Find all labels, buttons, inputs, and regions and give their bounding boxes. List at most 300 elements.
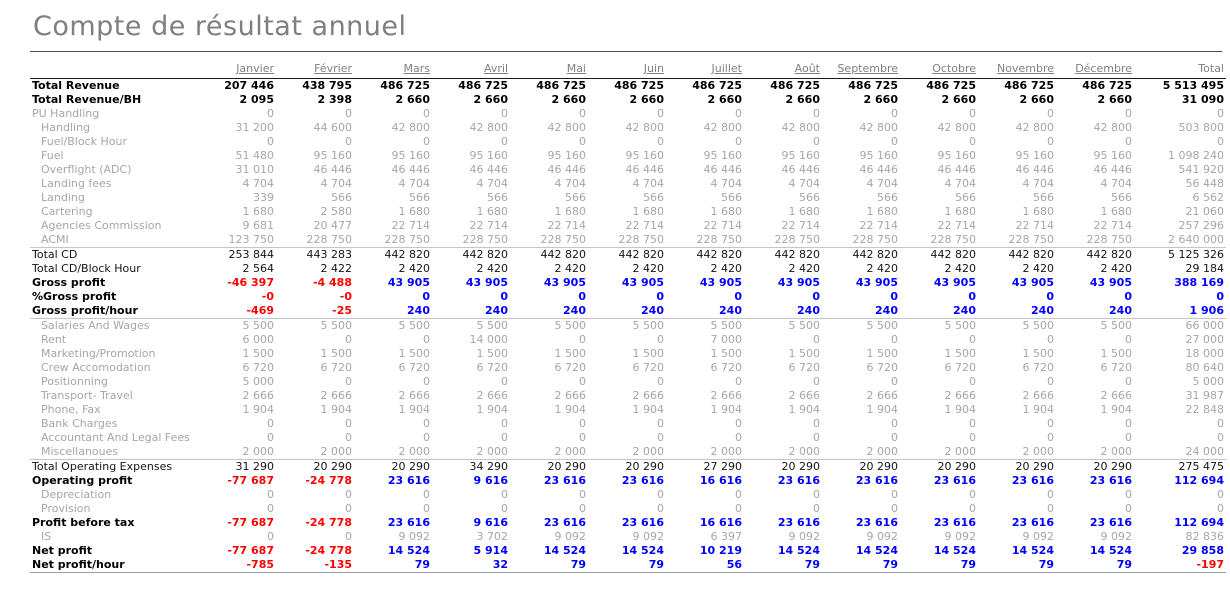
cell: 2 666 [476,389,508,402]
table-row [30,347,1226,361]
cell: 240 [641,304,664,317]
cell: 1 904 [1100,403,1132,416]
cell: 228 750 [462,233,508,246]
cell: 0 [890,290,898,303]
cell: 0 [345,502,352,515]
cell: 9 616 [473,516,508,529]
cell: 0 [969,135,976,148]
cell: 23 616 [1011,474,1054,487]
cell: 1 500 [398,347,430,360]
cell: 1 500 [944,347,976,360]
cell: 2 660 [1019,93,1054,106]
cell: 0 [423,375,430,388]
cell: 46 446 [703,163,742,176]
cell: 2 666 [320,389,352,402]
row-label: Phone, Fax [41,403,101,416]
cell: 1 680 [866,205,898,218]
cell: 43 905 [777,276,820,289]
cell: -197 [1134,558,1226,573]
cell: 16 616 [699,474,742,487]
cell: 1 500 [476,347,508,360]
cell: 42 800 [703,121,742,134]
cell: 9 092 [398,530,430,543]
cell: 0 [812,290,820,303]
row-label: Landing fees [41,177,112,190]
cell: 1 904 [1022,403,1054,416]
cell: 6 000 [242,333,274,346]
cell: 23 616 [387,516,430,529]
cell: 23 616 [1089,474,1132,487]
cell: 2 095 [239,93,274,106]
cell: 43 905 [699,276,742,289]
table-row [30,248,1226,263]
cell: 2 398 [317,93,352,106]
cell: 240 [719,304,742,317]
cell: 0 [423,431,430,444]
table-row [30,417,1226,431]
cell: 0 [1217,135,1224,148]
cell: 2 660 [863,93,898,106]
cell: 0 [267,488,274,501]
cell: 0 [1047,488,1054,501]
cell: 442 820 [510,248,588,263]
cell: 43 905 [933,276,976,289]
table-row [30,319,1226,334]
cell: 31 200 [235,121,274,134]
cell: 442 820 [1056,248,1134,263]
cell: 0 [501,375,508,388]
column-header-month-3[interactable] [354,54,432,79]
cell: 0 [579,431,586,444]
cell: 0 [501,135,508,148]
cell: 0 [657,488,664,501]
cell: 1 500 [866,347,898,360]
cell: 0 [813,107,820,120]
cell: 22 714 [1093,219,1132,232]
table-row [30,262,1226,276]
table-row [30,403,1226,417]
row-label: Salaries And Wages [30,319,198,334]
cell: 46 446 [859,163,898,176]
cell: 2 666 [1022,389,1054,402]
cell: 0 [1217,431,1224,444]
cell: 0 [267,417,274,430]
cell: 240 [953,304,976,317]
column-header-label: Février [314,62,352,75]
cell: 438 795 [302,79,352,92]
cell: 5 125 326 [1134,248,1226,263]
cell: 2 660 [473,93,508,106]
cell: 23 616 [855,474,898,487]
row-label: Agencies Commission [41,219,162,232]
column-header-month-12[interactable] [1056,54,1134,79]
cell: 56 [666,558,744,573]
cell: 228 750 [618,233,664,246]
column-header-month-6[interactable] [588,54,666,79]
cell: 2 666 [632,389,664,402]
table-row [30,361,1226,375]
cell: 95 160 [1015,149,1054,162]
row-label: ACMI [41,233,69,246]
cell: 566 [955,191,976,204]
cell: 228 750 [1086,233,1132,246]
cell: 0 [579,502,586,515]
cell: 339 [253,191,274,204]
cell: 0 [1047,502,1054,515]
cell: 1 904 [242,403,274,416]
column-header-month-1[interactable] [198,54,276,79]
table-row [30,333,1226,347]
cell: 1 098 240 [1168,149,1224,162]
table-row [30,502,1226,516]
cell: 22 714 [859,219,898,232]
cell: 0 [501,107,508,120]
cell: 2 660 [629,93,664,106]
cell: 4 704 [944,177,976,190]
cell: 95 160 [313,149,352,162]
report-body [30,79,1226,573]
cell: 0 [345,107,352,120]
cell: 228 750 [930,233,976,246]
cell: 95 160 [1093,149,1132,162]
cell: 0 [345,488,352,501]
cell: -0 [261,290,274,303]
cell: 0 [891,431,898,444]
cell: 486 725 [458,79,508,92]
cell: 0 [500,290,508,303]
cell: 95 160 [391,149,430,162]
cell: 2 000 [398,445,430,458]
cell: 95 160 [547,149,586,162]
cell: 46 446 [469,163,508,176]
cell: 79 [510,558,588,573]
cell: -4 488 [312,276,352,289]
cell: 95 160 [625,149,664,162]
cell: 442 820 [978,248,1056,263]
cell: 2 660 [941,93,976,106]
column-header-month-2[interactable] [276,54,354,79]
cell: 4 704 [554,177,586,190]
cell: 566 [799,191,820,204]
cell: 0 [267,107,274,120]
cell: 14 524 [387,544,430,557]
cell: 23 616 [933,474,976,487]
cell: -785 [198,558,276,573]
cell: 22 714 [937,219,976,232]
cell: 0 [657,135,664,148]
cell: 23 616 [1011,516,1054,529]
cell: 1 906 [1189,304,1224,317]
cell: 1 680 [710,205,742,218]
cell: 23 616 [855,516,898,529]
cell: -24 778 [305,544,352,557]
cell: 14 524 [855,544,898,557]
column-header-month-8[interactable] [744,54,822,79]
column-header-month-9[interactable] [822,54,900,79]
row-label: Positionning [41,375,108,388]
cell: 0 [501,502,508,515]
cell: 1 904 [554,403,586,416]
row-label: Gross profit/hour [32,304,138,317]
table-row [30,177,1226,191]
column-header-month-11[interactable] [978,54,1056,79]
cell: 27 290 [666,460,744,475]
column-header-month-4[interactable] [432,54,510,79]
cell: 95 160 [859,149,898,162]
cell: 2 000 [242,445,274,458]
cell: 0 [423,417,430,430]
cell: 0 [657,417,664,430]
cell: 46 446 [547,163,586,176]
cell: 0 [813,135,820,148]
cell: 14 524 [777,544,820,557]
cell: 1 680 [788,205,820,218]
report-header [30,0,1222,52]
table-row [30,79,1226,94]
cell: 240 [563,304,586,317]
cell: 4 704 [866,177,898,190]
cell: 1 680 [476,205,508,218]
cell: -135 [276,558,354,573]
cell: 1 500 [632,347,664,360]
cell: 566 [721,191,742,204]
cell: 0 [969,488,976,501]
cell: 4 704 [320,177,352,190]
cell: 566 [877,191,898,204]
cell: 0 [1124,290,1132,303]
cell: 95 160 [781,149,820,162]
cell: 5 500 [510,319,588,334]
cell: 20 290 [354,460,432,475]
cell: 228 750 [774,233,820,246]
cell: 1 680 [242,205,274,218]
cell: 1 904 [866,403,898,416]
row-label: IS [41,530,52,543]
cell: 6 720 [710,361,742,374]
table-row [30,544,1226,558]
cell: 79 [900,558,978,573]
cell: 228 750 [696,233,742,246]
cell: 2 420 [632,262,664,275]
cell: 5 000 [1192,375,1224,388]
cell: 0 [579,333,586,346]
row-label: Transport- Travel [41,389,133,402]
cell: 24 000 [1185,445,1224,458]
cell: 0 [891,488,898,501]
cell: 2 666 [398,389,430,402]
cell: 1 500 [1022,347,1054,360]
cell: 9 092 [944,530,976,543]
cell: -24 778 [305,474,352,487]
column-header-label: Janvier [236,62,274,75]
column-header-label: Total [1198,62,1224,75]
cell: 566 [409,191,430,204]
cell: 566 [1111,191,1132,204]
cell: -24 778 [305,516,352,529]
cell: 5 500 [354,319,432,334]
cell: 0 [735,417,742,430]
page-title: Compte de résultat annuel [33,11,407,42]
cell: 0 [1047,375,1054,388]
cell: 486 725 [848,79,898,92]
cell: 2 000 [1100,445,1132,458]
cell: 240 [797,304,820,317]
cell: 442 820 [666,248,744,263]
cell: 2 420 [398,262,430,275]
cell: 0 [735,107,742,120]
cell: 46 446 [781,163,820,176]
cell: 0 [1125,107,1132,120]
cell: 4 704 [632,177,664,190]
cell: 4 704 [242,177,274,190]
column-header-month-7[interactable] [666,54,744,79]
cell: 257 296 [1178,219,1224,232]
cell: 9 092 [866,530,898,543]
cell: 442 820 [900,248,978,263]
cell: 6 562 [1192,191,1224,204]
cell: 0 [1047,135,1054,148]
cell: 46 446 [313,163,352,176]
cell: 0 [657,107,664,120]
table-row [30,163,1226,177]
column-header-label: Septembre [837,62,898,75]
table-row [30,121,1226,135]
cell: 95 160 [937,149,976,162]
row-label: %Gross profit [32,290,117,303]
row-label: Cartering [41,205,93,218]
cell: 0 [891,333,898,346]
table-row [30,516,1226,530]
cell: 5 500 [822,319,900,334]
cell: -46 397 [227,276,274,289]
cell: 22 714 [391,219,430,232]
cell: 442 820 [432,248,510,263]
cell: 0 [1125,431,1132,444]
cell: 486 725 [614,79,664,92]
cell: 4 704 [788,177,820,190]
cell: -77 687 [227,474,274,487]
cell: 0 [345,375,352,388]
cell: 20 290 [510,460,588,475]
cell: 486 725 [536,79,586,92]
row-label: Fuel/Block Hour [41,135,127,148]
row-label: Miscellanoues [41,445,119,458]
row-label: Marketing/Promotion [41,347,156,360]
table-row [30,149,1226,163]
cell: 0 [735,502,742,515]
cell: 10 219 [699,544,742,557]
row-label: Overflight (ADC) [41,163,132,176]
cell: 486 725 [1082,79,1132,92]
row-label: Profit before tax [32,516,135,529]
cell: 46 446 [391,163,430,176]
cell: 9 092 [788,530,820,543]
cell: 0 [813,417,820,430]
cell: 0 [267,431,274,444]
cell: 21 060 [1185,205,1224,218]
cell: 0 [579,488,586,501]
cell: 31 290 [198,460,276,475]
table-row [30,219,1226,233]
cell: 2 000 [788,445,820,458]
cell: 0 [345,417,352,430]
table-row [30,93,1226,107]
cell: 0 [1047,107,1054,120]
cell: 0 [657,375,664,388]
cell: 43 905 [1089,276,1132,289]
cell: 20 290 [900,460,978,475]
cell: 6 720 [554,361,586,374]
table-row [30,304,1226,319]
column-header-label: Décembre [1075,62,1132,75]
cell: 2 000 [554,445,586,458]
cell: 2 660 [551,93,586,106]
cell: 20 477 [313,219,352,232]
cell: 0 [345,135,352,148]
cell: 42 800 [937,121,976,134]
row-label: Gross profit [32,276,106,289]
cell: 0 [579,417,586,430]
cell: -77 687 [227,544,274,557]
row-label: Total Revenue [32,79,120,92]
cell: 18 000 [1185,347,1224,360]
cell: 0 [969,375,976,388]
cell: 486 725 [770,79,820,92]
cell: 2 420 [710,262,742,275]
cell: 1 904 [476,403,508,416]
table-row [30,233,1226,248]
cell: 14 524 [543,544,586,557]
cell: 23 616 [777,474,820,487]
row-label: Bank Charges [41,417,118,430]
cell: 275 475 [1134,460,1226,475]
cell: 2 000 [476,445,508,458]
cell: 0 [423,135,430,148]
cell: 228 750 [1008,233,1054,246]
cell: 2 420 [788,262,820,275]
cell: 253 844 [198,248,276,263]
cell: 0 [656,290,664,303]
cell: 42 800 [391,121,430,134]
cell: 0 [891,502,898,515]
cell: 0 [657,431,664,444]
cell: 23 616 [1089,516,1132,529]
row-label: Total CD [30,248,198,263]
column-header-month-5[interactable] [510,54,588,79]
cell: 42 800 [781,121,820,134]
row-label: Operating profit [32,474,133,487]
cell: 42 800 [1093,121,1132,134]
cell: 240 [1031,304,1054,317]
cell: 6 720 [398,361,430,374]
cell: 20 290 [1056,460,1134,475]
cell: 486 725 [380,79,430,92]
cell: 2 000 [320,445,352,458]
column-header-month-10[interactable] [900,54,978,79]
cell: 14 524 [933,544,976,557]
cell: 42 800 [547,121,586,134]
cell: 0 [423,488,430,501]
cell: 0 [891,135,898,148]
cell: 0 [422,290,430,303]
cell: 5 500 [198,319,276,334]
cell: 1 680 [398,205,430,218]
cell: 0 [1125,375,1132,388]
cell: 207 446 [224,79,274,92]
cell: 0 [657,333,664,346]
cell: 0 [735,135,742,148]
table-row [30,276,1226,290]
